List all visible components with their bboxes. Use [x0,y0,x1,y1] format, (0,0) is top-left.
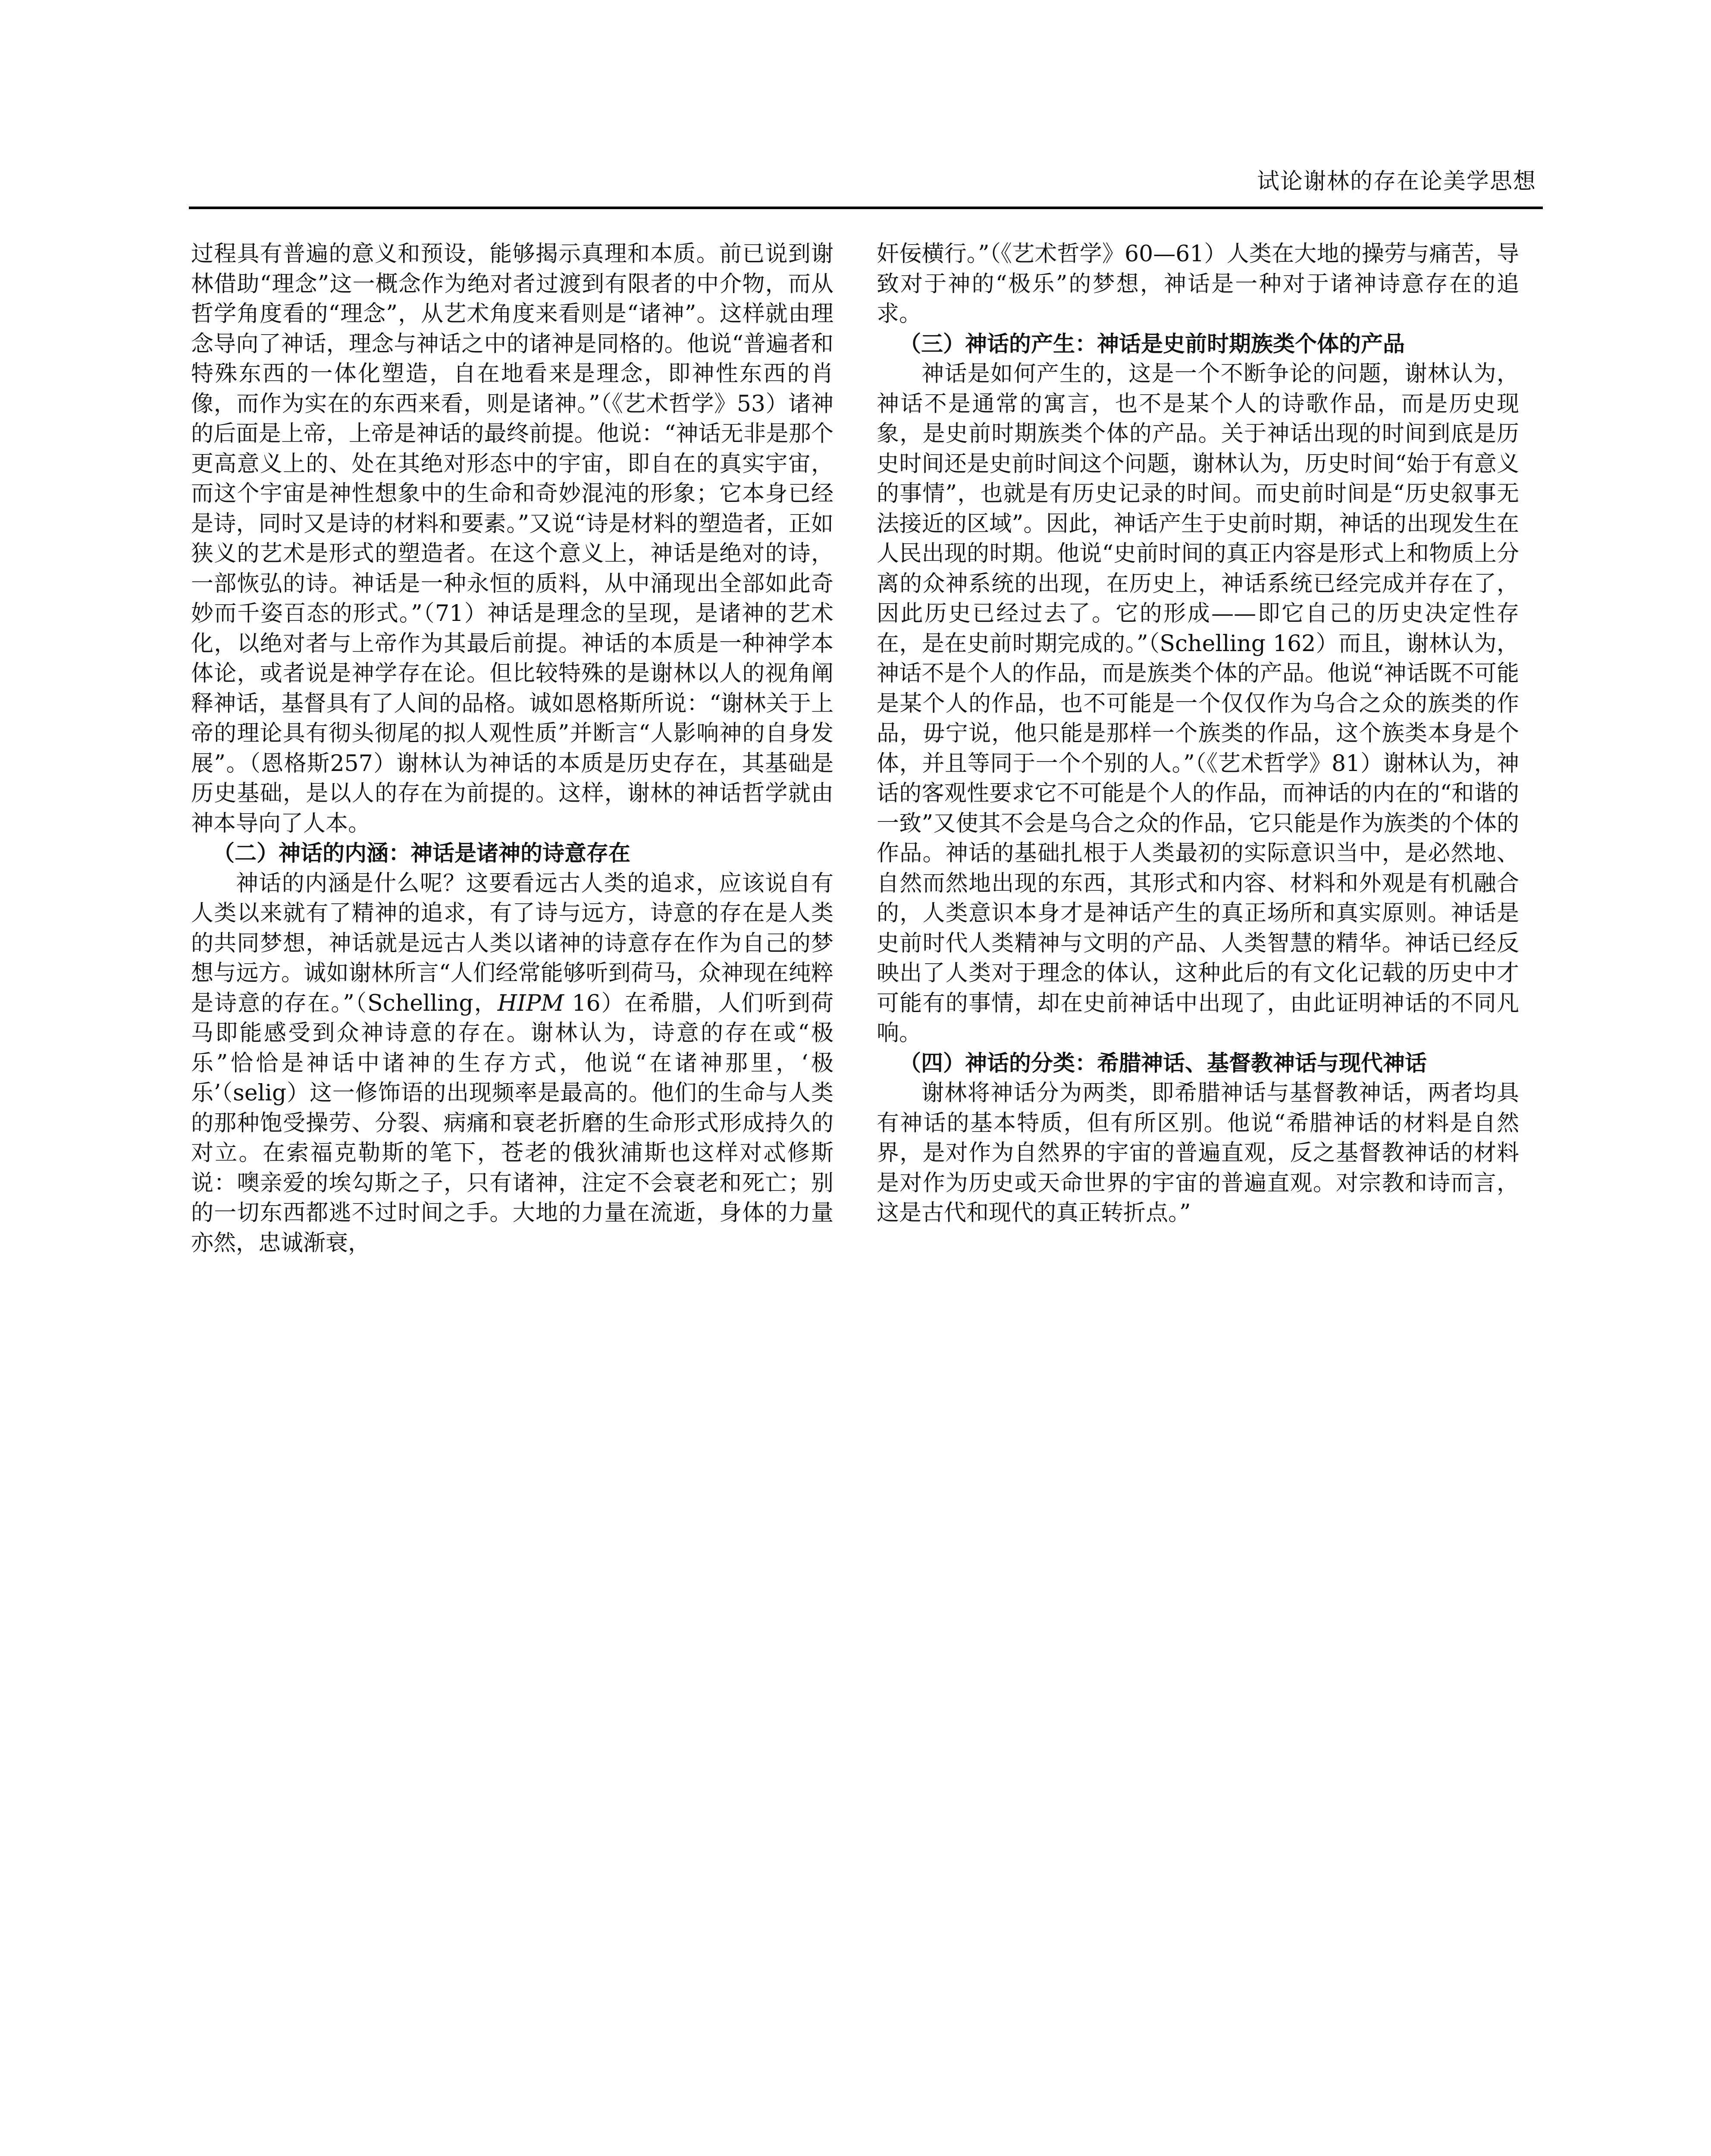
body-paragraph [191,869,834,1259]
section-heading-3: （三）神话的产生：神话是史前时期族类个体的产品 [899,331,1405,357]
section-heading-4: （四）神话的分类：希腊神话、基督教神话与现代神话 [899,1050,1427,1076]
body-paragraph: 过程具有普遍的意义和预设，能够揭示真理和本质。前已说到谢林借助“理念”这一概念作为绝对者过渡到有限者的中介物，而从哲学角度看的“理念”，从艺术角度来看则是“诸神”。这样就由理念导向了神话，理念与神话之中的诸神是同格的。他说“普遍者和特殊东西的一体化塑造，自在地看来是理念，即神性东西的肖像，而作为实在的东西来看，则是诸神。”（《艺术哲学》53）诸神的后面是上帝，上帝是神话的最终前提。他说：“神话无非是那个更高意义上的、处在其绝对形态中的宇宙，即自在的真实宇宙，而这个宇宙是神性想象中的生命和奇妙混沌的形象；它本身已经是诗，同时又是诗的材料和要素。”又说“诗是材料的塑造者，正如狭义的艺术是形式的塑造者。在这个意义上，神话是绝对的诗，一部恢弘的诗。神话是一种永恒的质料，从中涌现出全部如此奇妙而千姿百态的形式。”（71）神话是理念的呈现，是诸神的艺术化，以绝对者与上帝作为其最后前提。神话的本质是一种神学本体论，或者说是神学存在论。但比较特殊的是谢林以人的视角阐释神话，基督具有了人间的品格。诚如恩格斯所说：“谢林关于上帝的理论具有彻头彻尾的拟人观性质”并断言“人影响神的自身发展”。（恩格斯257）谢林认为神话的本质是历史存在，其基础是历史基础，是以人的存在为前提的。这样，谢林的神话哲学就由神本导向了人本。 [191,241,834,837]
section-heading-2: （二）神话的内涵：神话是诸神的诗意存在 [213,841,631,866]
paragraph-text: 16）在希腊，人们听到荷马即能感受到众神诗意的存在。谢林认为，诗意的存在或“极乐”恰恰是神话中诸神的生存方式，他说“在诸神那里，‘极乐’（selig）这一修饰语的出现频率是最高的。他们的生命与人类的那种饱受操劳、分裂、病痛和衰老折磨的生命形式形成持久的对立。在索福克勒斯的笔下，苍老的俄狄浦斯也这样对忒修斯说：噢亲爱的埃勾斯之子，只有诸神，注定不会衰老和死亡；别的一切东西都逃不过时间之手。大地的力量在流逝，身体的力量亦然，忠诚渐衰， [191,990,834,1256]
body-paragraph: 谢林将神话分为两类，即希腊神话与基督教神话，两者均具有神话的基本特质，但有所区别。他说“希腊神话的材料是自然界，是对作为自然界的宇宙的普遍直观，反之基督教神话的材料是对作为历史或天命世界的宇宙的普遍直观。对宗教和诗而言，这是古代和现代的真正转折点。” [877,1080,1519,1226]
body-paragraph: 奸佞横行。”（《艺术哲学》60—61）人类在大地的操劳与痛苦，导致对于神的“极乐”的梦想，神话是一种对于诸神诗意存在的追求。 [877,241,1519,327]
italic-citation: HIPM [497,990,564,1016]
running-title: 试论谢林的存在论美学思想 [1257,169,1536,194]
right-column [877,239,1519,1228]
paragraph-text: 神话的内涵是什么呢？这要看远古人类的追求，应该说自有人类以来就有了精神的追求，有了诗与远方，诗意的存在是人类的共同梦想，神话就是远古人类以诸神的诗意存在作为自己的梦想与远方。诚如谢林所言“人们经常能够听到荷马，众神现在纯粹是诗意的存在。”（Schelling， [191,870,834,1016]
header-rule [189,207,1543,209]
body-paragraph: 神话是如何产生的，这是一个不断争论的问题，谢林认为，神话不是通常的寓言，也不是某个人的诗歌作品，而是历史现象，是史前时期族类个体的产品。关于神话出现的时间到底是历史时间还是史前时间这个问题，谢林认为，历史时间“始于有意义的事情”，也就是有历史记录的时间。而史前时间是“历史叙事无法接近的区域”。因此，神话产生于史前时期，神话的出现发生在人民出现的时期。他说“史前时间的真正内容是形式上和物质上分离的众神系统的出现，在历史上，神话系统已经完成并存在了，因此历史已经过去了。它的形成——即它自己的历史决定性存在，是在史前时期完成的。”（Schelling 162）而且，谢林认为，神话不是个人的作品，而是族类个体的产品。他说“神话既不可能是某个人的作品，也不可能是一个仅仅作为乌合之众的族类的作品，毋宁说，他只能是那样一个族类的作品，这个族类本身是个体，并且等同于一个个别的人。”（《艺术哲学》81）谢林认为，神话的客观性要求它不可能是个人的作品，而神话的内在的“和谐的一致”又使其不会是乌合之众的作品，它只能是作为族类的个体的作品。神话的基础扎根于人类最初的实际意识当中，是必然地、自然而然地出现的东西，其形式和内容、材料和外观是有机融合的，人类意识本身才是神话产生的真正场所和真实原则。神话是史前时代人类精神与文明的产品、人类智慧的精华。神话已经反映出了人类对于理念的体认，这种此后的有文化记载的历史中才可能有的事情，却在史前神话中出现了，由此证明神话的不同凡响。 [877,361,1519,1046]
left-column [191,239,834,1258]
